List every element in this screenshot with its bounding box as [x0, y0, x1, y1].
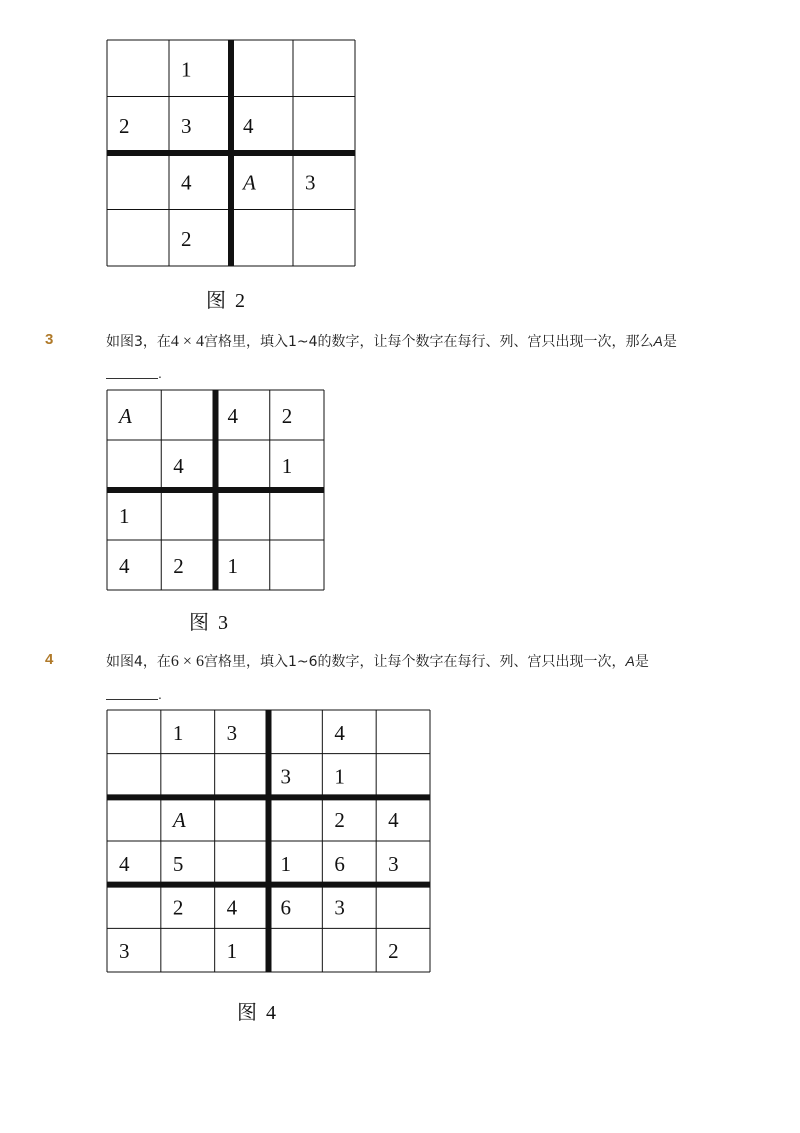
grid-cell-value: 4	[119, 554, 130, 578]
grid-cell-value: 3	[334, 895, 345, 920]
grid-cell-value: 2	[334, 808, 345, 833]
sudoku-grid-3-svg	[107, 390, 324, 590]
grid-cell-value: 1	[280, 851, 291, 876]
sudoku-grid-3	[107, 390, 324, 590]
grid-cell-value: 4	[226, 895, 238, 920]
q3-text-part3: 是	[662, 334, 677, 350]
sudoku-grid-2-svg	[107, 40, 355, 266]
grid-cell-value: 4	[388, 808, 399, 833]
grid-cell-value: 6	[334, 851, 345, 876]
grid-cell-value: 2	[173, 554, 184, 578]
question-number-4: 4	[45, 651, 54, 668]
q4-text-part2: 宫格里，填入1~6的数字，让每个数字在每行、列、宫只出现一次，	[203, 654, 626, 670]
grid-cell-value: 2	[388, 939, 399, 964]
answer-blank-3-period: .	[158, 365, 162, 381]
answer-blank-4-period: .	[158, 686, 162, 702]
q3-text-part1: 如图3，在	[106, 334, 171, 350]
grid-cell-value: A	[172, 808, 186, 833]
grid-cell-value: 3	[226, 720, 238, 745]
question-text-4	[106, 651, 649, 671]
q4-text-part3: 是	[634, 654, 649, 670]
q4-text-part1: 如图4，在	[106, 654, 171, 670]
grid-cell-value: 1	[227, 554, 238, 578]
answer-blank-4[interactable]	[106, 699, 158, 700]
sudoku-grid-4-svg	[107, 710, 430, 972]
grid-cell-value: 1	[172, 720, 184, 745]
grid-cell-value: 4	[181, 170, 192, 195]
q3-variable: A	[653, 333, 663, 349]
grid-cell-value: A	[243, 170, 256, 195]
grid-cell-value: 6	[280, 895, 291, 920]
grid-cell-value: 3	[305, 170, 316, 195]
figure-caption-2: 图 2	[206, 290, 247, 312]
grid-cell-value: 4	[334, 720, 345, 745]
grid-cell-value: 3	[181, 113, 192, 138]
grid-cell-value: 1	[226, 939, 238, 964]
q4-variable: A	[625, 653, 635, 669]
grid-cell-value: 4	[119, 851, 130, 876]
grid-cell-value: 3	[388, 851, 399, 876]
grid-cell-value: 4	[227, 404, 238, 428]
grid-cell-value: 1	[181, 57, 192, 82]
grid-cell-value: 4	[243, 113, 254, 138]
grid-cell-value: A	[119, 404, 132, 428]
grid-cell-value: 1	[334, 764, 345, 789]
q3-grid-size: 4 × 4	[170, 333, 204, 350]
question-number-3: 3	[45, 331, 54, 348]
grid-cell-value: 2	[281, 404, 293, 428]
q3-text-part2: 宫格里，填入1~4的数字，让每个数字在每行、列、宫只出现一次，那么	[203, 334, 654, 350]
sudoku-grid-4	[107, 710, 430, 972]
question-text-3	[106, 331, 677, 351]
grid-cell-value: 2	[172, 895, 184, 920]
grid-cell-value: 4	[173, 454, 184, 478]
figure-caption-3: 图 3	[189, 612, 230, 634]
sudoku-grid-2	[107, 40, 355, 266]
grid-cell-value: 2	[181, 226, 192, 251]
grid-cell-value: 5	[172, 851, 184, 876]
answer-blank-3[interactable]	[106, 378, 158, 379]
q4-grid-size: 6 × 6	[170, 653, 204, 670]
grid-cell-value: 1	[119, 504, 130, 528]
grid-cell-value: 1	[281, 454, 293, 478]
grid-cell-value: 3	[280, 764, 291, 789]
grid-cell-value: 3	[119, 939, 130, 964]
figure-caption-4: 图 4	[237, 1002, 278, 1024]
grid-cell-value: 2	[119, 113, 130, 138]
